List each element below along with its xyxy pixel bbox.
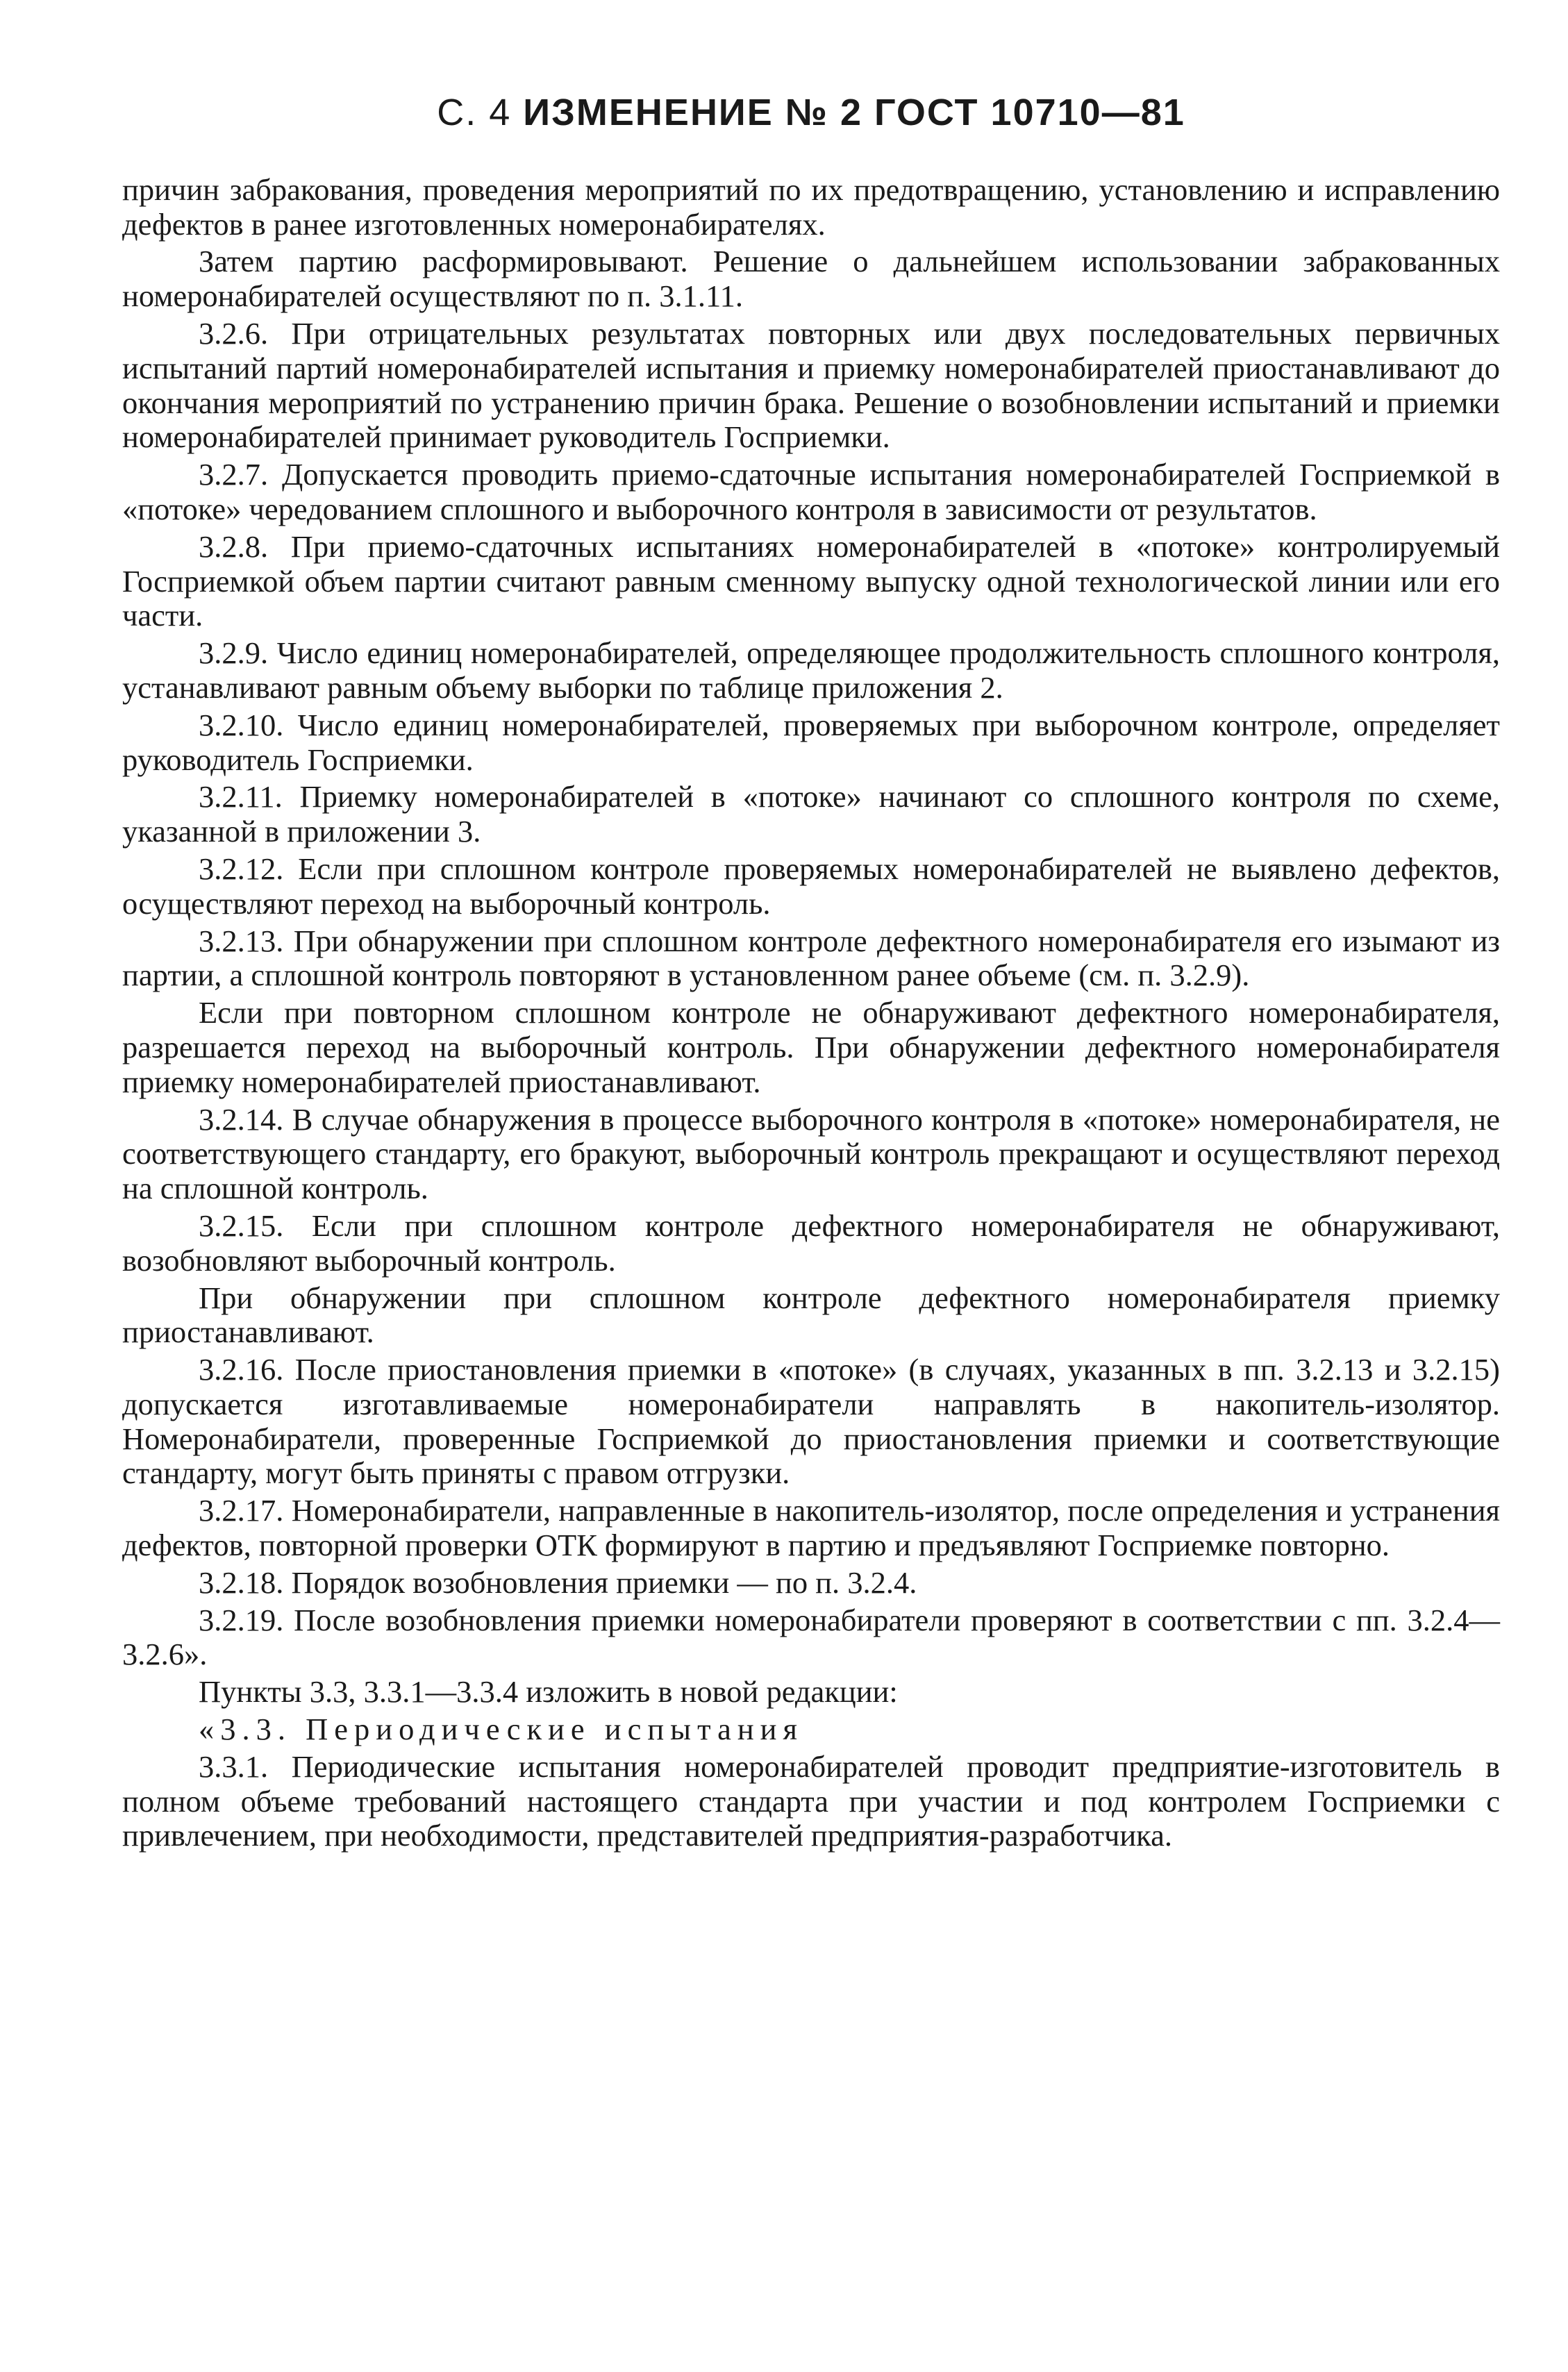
paragraph: Если при повторном сплошном контроле не обнаруживают дефектного номеронабирателя, разрешается переход на выборочный контроль. При обнаружении дефектного номеронабирателя приемку номеронабирателей приостанавливают. — [122, 995, 1500, 1099]
paragraph: причин забракования, проведения мероприятий по их предотвращению, установлению и исправлению дефектов в ранее изготовленных номеронабирателях. — [122, 172, 1500, 242]
paragraph: 3.2.15. Если при сплошном контроле дефектного номеронабирателя не обнаруживают, возобновляют выборочный контроль. — [122, 1208, 1500, 1278]
page-number: С. 4 — [437, 92, 512, 133]
paragraph: 3.2.8. При приемо-сдаточных испытаниях номеронабирателей в «потоке» контролируемый Госприемкой объем партии считают равным сменному выпуску одной технологической линии или его части. — [122, 528, 1500, 633]
paragraph: 3.2.11. Приемку номеронабирателей в «потоке» начинают со сплошного контроля по схеме, указанной в приложении 3. — [122, 779, 1500, 849]
paragraph: 3.2.13. При обнаружении при сплошном контроле дефектного номеронабирателя его изымают из партии, а сплошной контроль повторяют в установленном ранее объеме (см. п. 3.2.9). — [122, 923, 1500, 993]
paragraph: 3.2.12. Если при сплошном контроле проверяемых номеронабирателей не выявлено дефектов, осуществляют переход на выборочный контроль. — [122, 851, 1500, 921]
paragraph: 3.2.19. После возобновления приемки номеронабиратели проверяют в соответствии с пп. 3.2.4—3.2.6». — [122, 1602, 1500, 1672]
paragraph: 3.2.17. Номеронабиратели, направленные в накопитель-изолятор, после определения и устранения дефектов, повторной проверки ОТК формируют в партию и предъявляют Госприемке повторно. — [122, 1493, 1500, 1563]
paragraph: 3.2.7. Допускается проводить приемо-сдаточные испытания номеронабирателей Госприемкой в «потоке» чередованием сплошного и выборочного контроля в зависимости от результатов. — [122, 457, 1500, 526]
document-title: ИЗМЕНЕНИЕ № 2 ГОСТ 10710—81 — [523, 92, 1185, 133]
paragraph: 3.2.10. Число единиц номеронабирателей, проверяемых при выборочном контроле, определяет руководитель Госприемки. — [122, 707, 1500, 777]
paragraph: 3.3.1. Периодические испытания номеронабирателей проводит предприятие-изготовитель в полном объеме требований настоящего стандарта при участии и под контролем Госприемки с привлечением, при необходимости, представителей предприятия-разработчика. — [122, 1748, 1500, 1853]
section-heading: «3.3. Периодические испытания — [199, 1712, 803, 1747]
page-header — [122, 90, 1500, 135]
paragraph: При обнаружении при сплошном контроле дефектного номеронабирателя приемку приостанавливают. — [122, 1280, 1500, 1350]
paragraph: 3.2.14. В случае обнаружения в процессе выборочного контроля в «потоке» номеронабирателя, не соответствующего стандарту, его бракуют, выборочный контроль прекращают и осуществляют переход на сплошной контроль. — [122, 1101, 1500, 1206]
document-body — [122, 173, 1500, 1853]
paragraph: Затем партию расформировывают. Решение о дальнейшем использовании забракованных номеронабирателей осуществляют по п. 3.1.11. — [122, 244, 1500, 314]
paragraph: Пункты 3.3, 3.3.1—3.3.4 изложить в новой редакции: — [199, 1674, 898, 1710]
paragraph: 3.2.16. После приостановления приемки в «потоке» (в случаях, указанных в пп. 3.2.13 и 3.2.15) допускается изготавливаемые номеронабиратели направлять в накопитель-изолятор. Номеронабиратели, проверенные Госприемкой до приостановления приемки и соответствующие стандарту, могут быть приняты с правом отгрузки. — [122, 1352, 1500, 1491]
paragraph: 3.2.9. Число единиц номеронабирателей, определяющее продолжительность сплошного контроля, устанавливают равным объему выборки по таблице приложения 2. — [122, 635, 1500, 705]
document-page — [122, 90, 1500, 1856]
paragraph: 3.2.18. Порядок возобновления приемки — по п. 3.2.4. — [199, 1564, 917, 1600]
paragraph: 3.2.6. При отрицательных результатах повторных или двух последовательных первичных испытаний партий номеронабирателей испытания и приемку номеронабирателей приостанавливают до окончания мероприятий по устранению причин брака. Решение о возобновлении испытаний и приемки номеронабирателей принимает руководитель Госприемки. — [122, 315, 1500, 455]
